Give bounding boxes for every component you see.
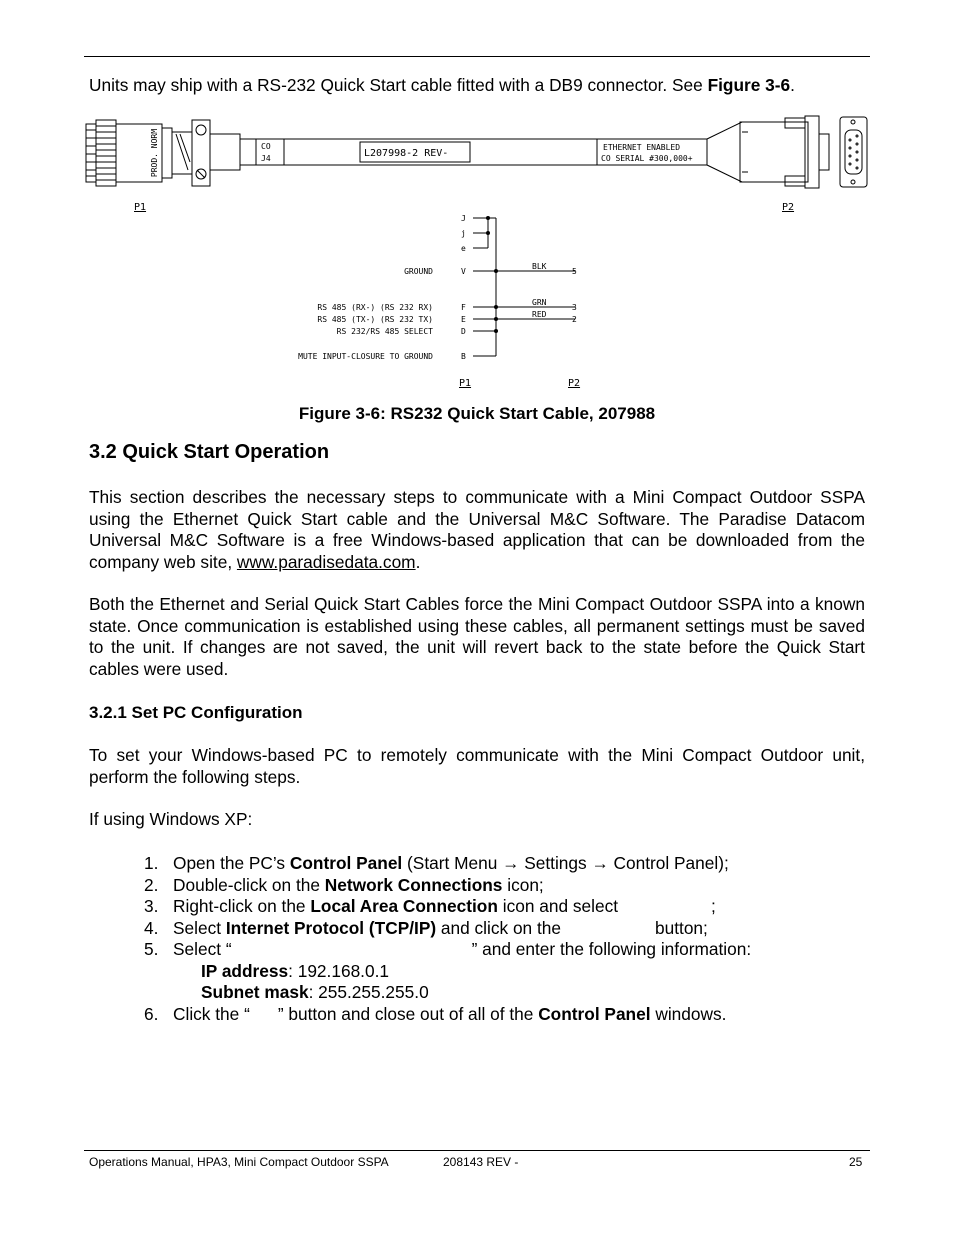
p1-pin-select: D bbox=[461, 327, 466, 336]
paragraph-intro-end: . bbox=[415, 551, 421, 572]
figure-reference: Figure 3-6 bbox=[707, 75, 791, 95]
ip-address-line: IP address: 192.168.0.1 bbox=[201, 960, 390, 981]
p1-label-top: P1 bbox=[134, 202, 147, 213]
p1-pin-tx: E bbox=[461, 315, 466, 324]
footer-revision: 208143 REV - bbox=[443, 1155, 519, 1169]
wire-red: RED bbox=[532, 310, 547, 319]
wire-blk: BLK bbox=[532, 262, 547, 271]
footer-page-number: 25 bbox=[849, 1155, 863, 1169]
p2-pin-rx: 3 bbox=[572, 303, 577, 312]
list-item: 2. Double-click on the Network Connections icon; bbox=[144, 874, 544, 895]
p2-pin-ground: 5 bbox=[572, 267, 577, 276]
website-link[interactable]: www.paradisedata.com bbox=[236, 551, 416, 572]
p2-label-top: P2 bbox=[782, 202, 795, 213]
signal-tx: RS 485 (TX-) (RS 232 TX) bbox=[317, 315, 433, 324]
wiring-schematic bbox=[473, 218, 575, 356]
signal-mute: MUTE INPUT-CLOSURE TO GROUND bbox=[298, 352, 433, 361]
list-item: 4. Select Internet Protocol (TCP/IP) and click on the button; bbox=[144, 917, 708, 938]
cable-diagram bbox=[0, 112, 954, 392]
connector-label: PROD. NORM bbox=[150, 128, 159, 178]
wire-grn: GRN bbox=[532, 298, 547, 307]
steps-list bbox=[89, 853, 865, 1025]
pin-top-3: e bbox=[461, 244, 466, 253]
intro-text: Units may ship with a RS-232 Quick Start cable fitted with a DB9 connector. See bbox=[89, 75, 708, 95]
paragraph-intro-text: This section describes the necessary steps to communicate with a Mini Compact Outdoor SSPA using the Ethernet Quick Start cable and the Universal M&C Software. The Paradise Datacom Universal M&C Software is a free Windows-based application that can be downloaded from the company web site, bbox=[89, 487, 865, 572]
p1-pin-ground: V bbox=[461, 267, 466, 276]
list-item: 6. Click the “ ” button and close out of all of the Control Panel windows. bbox=[144, 1003, 727, 1024]
signal-rx: RS 485 (RX-) (RS 232 RX) bbox=[317, 303, 433, 312]
p1-pin-mute: B bbox=[461, 352, 466, 361]
p1-pin-rx: F bbox=[461, 303, 466, 312]
list-item: 1. Open the PC’s Control Panel (Start Menu → Settings → Control Panel); bbox=[144, 853, 729, 873]
list-item: 5. Select “ ” and enter the following information: bbox=[144, 939, 752, 959]
tag-j4-text: J4 bbox=[261, 154, 271, 163]
signal-ground: GROUND bbox=[404, 267, 433, 276]
footer-manual-title: Operations Manual, HPA3, Mini Compact Outdoor SSPA bbox=[89, 1155, 389, 1169]
part-number-text: L207998-2 REV- bbox=[364, 148, 449, 159]
p2-pin-tx: 2 bbox=[572, 315, 577, 324]
footer-rule bbox=[84, 1150, 870, 1151]
pin-top-1: J bbox=[461, 214, 466, 223]
tag-co-text: CO bbox=[261, 142, 271, 151]
subnet-mask-line: Subnet mask: 255.255.255.0 bbox=[201, 982, 429, 1002]
paragraph-windows-xp: If using Windows XP: bbox=[89, 809, 253, 829]
signal-select: RS 232/RS 485 SELECT bbox=[336, 327, 433, 336]
paragraph-set-pc: To set your Windows-based PC to remotely communicate with the Mini Compact Outdoor unit, perform the following steps. bbox=[89, 745, 865, 787]
section-title: 3.2 Quick Start Operation bbox=[89, 441, 330, 463]
intro-end: . bbox=[790, 75, 795, 95]
p2-connector bbox=[707, 116, 867, 188]
paragraph-known-state: Both the Ethernet and Serial Quick Start Cables force the Mini Compact Outdoor SSPA into a known state. Once communication is established using these cables, all permanent settings must be saved to the unit. If changes are not saved, the unit will revert back to the state before the Quick Start cables were used. bbox=[89, 594, 865, 679]
ethernet-tag-line1: ETHERNET ENABLED bbox=[603, 143, 681, 152]
figure-caption: Figure 3-6: RS232 Quick Start Cable, 207988 bbox=[298, 404, 656, 423]
list-item: 3. Right-click on the Local Area Connection icon and select ; bbox=[144, 896, 716, 916]
paragraph-intro bbox=[89, 487, 865, 573]
header-rule bbox=[84, 56, 870, 57]
p2-label-bottom: P2 bbox=[568, 378, 581, 389]
subsection-title: 3.2.1 Set PC Configuration bbox=[89, 703, 303, 722]
intro-paragraph bbox=[89, 75, 865, 97]
p1-connector bbox=[86, 120, 240, 186]
p1-label-bottom: P1 bbox=[459, 378, 472, 389]
pin-top-2: j bbox=[461, 229, 466, 238]
ethernet-tag-line2: CO SERIAL #300,000+ bbox=[601, 154, 693, 163]
